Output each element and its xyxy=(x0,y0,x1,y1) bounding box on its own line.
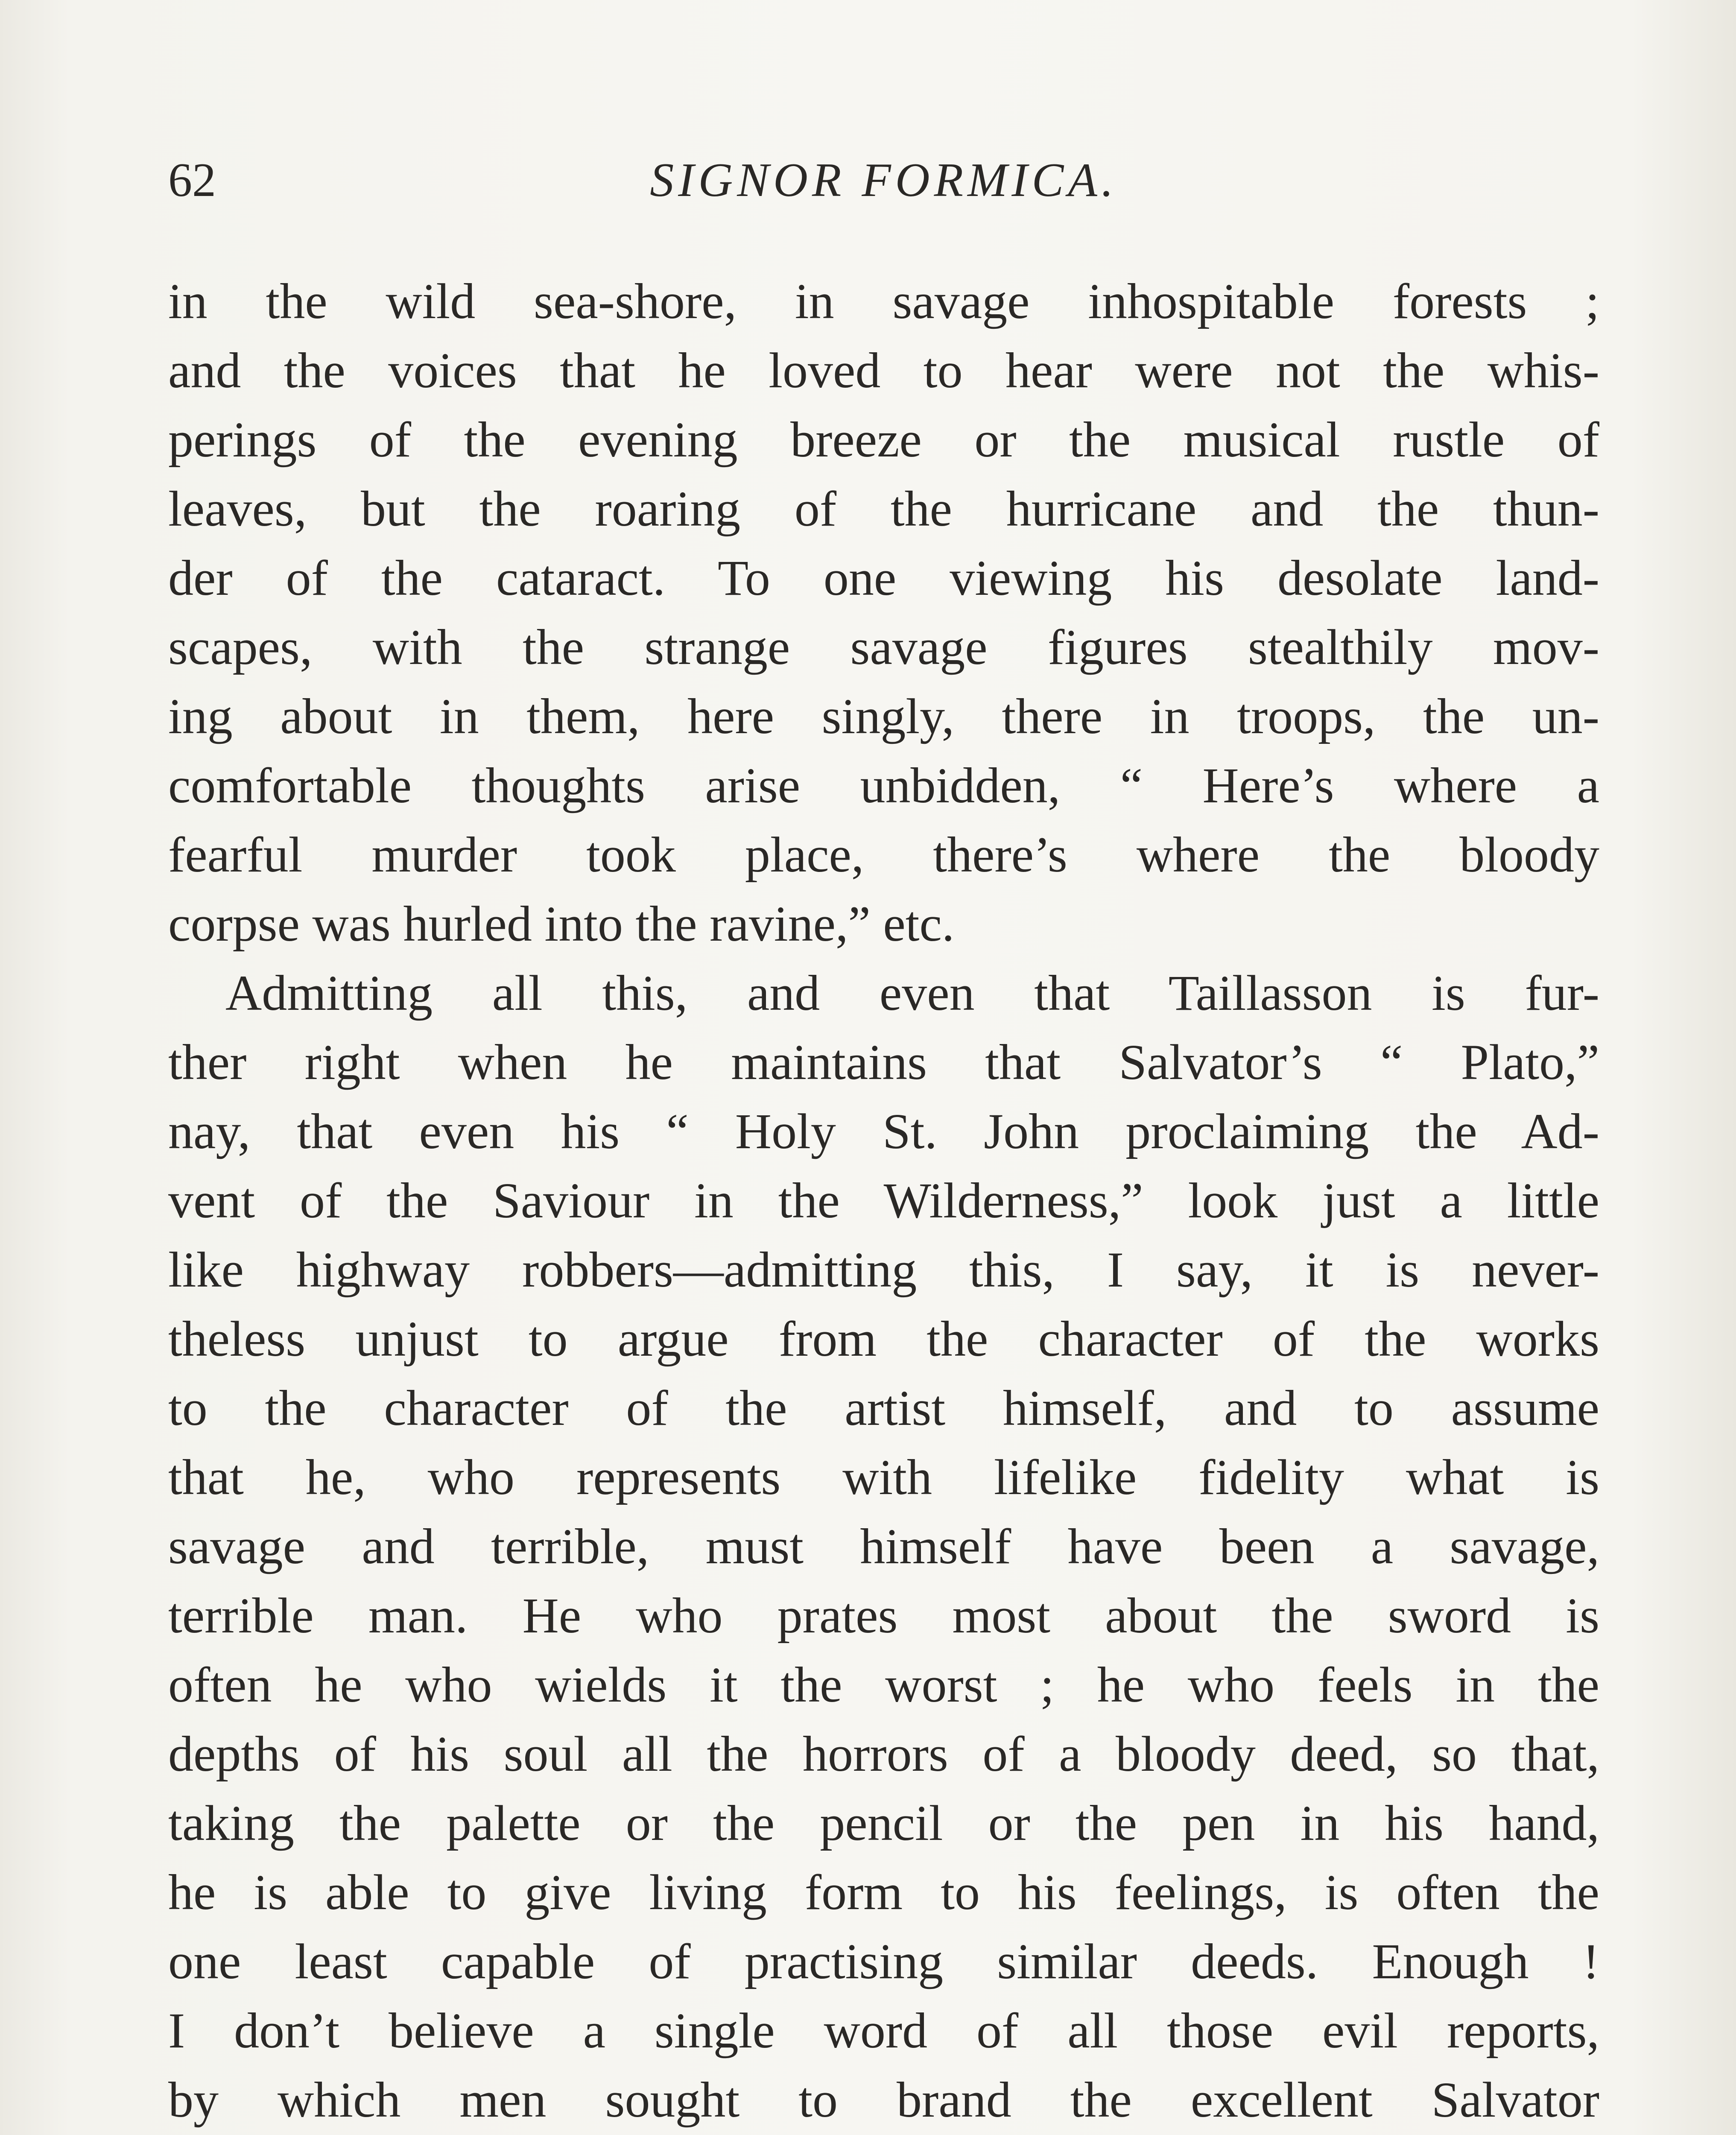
text-line: fearful murder took place, there’s where the bloody xyxy=(168,827,1599,883)
text-line: perings of the evening breeze or the musical rustle of xyxy=(168,412,1599,468)
body-text xyxy=(168,267,1599,2135)
text-line: he is able to give living form to his feelings, is often the xyxy=(168,1864,1599,1920)
text-line: like highway robbers—admitting this, I say, it is never- xyxy=(168,1242,1599,1298)
text-line: that he, who represents with lifelike fidelity what is xyxy=(168,1449,1599,1505)
text-line: der of the cataract. To one viewing his desolate land- xyxy=(168,550,1599,606)
text-line: ing about in them, here singly, there in troops, the un- xyxy=(168,688,1599,744)
text-line: leaves, but the roaring of the hurricane and the thun- xyxy=(168,481,1599,537)
text-line: nay, that even his “ Holy St. John proclaiming the Ad- xyxy=(168,1103,1599,1159)
text-line: theless unjust to argue from the character of the works xyxy=(168,1311,1599,1367)
text-line: depths of his soul all the horrors of a bloody deed, so that, xyxy=(168,1726,1599,1782)
text-line: I don’t believe a single word of all those evil reports, xyxy=(168,2003,1599,2059)
page-number: 62 xyxy=(168,154,216,207)
text-line: Admitting all this, and even that Taillasson is fur- xyxy=(225,965,1599,1021)
paragraph-2 xyxy=(168,959,1599,2135)
text-line: taking the palette or the pencil or the pen in his hand, xyxy=(168,1795,1599,1851)
text-line: scapes, with the strange savage figures stealthily mov- xyxy=(168,619,1599,675)
text-line: by which men sought to brand the excellent Salvator xyxy=(168,2072,1599,2128)
text-line: in the wild sea-shore, in savage inhospitable forests ; xyxy=(168,273,1599,329)
text-line: to the character of the artist himself, and to assume xyxy=(168,1380,1599,1436)
text-line: vent of the Saviour in the Wilderness,” look just a little xyxy=(168,1173,1599,1228)
running-head: SIGNOR FORMICA. xyxy=(650,154,1118,207)
text-line: and the voices that he loved to hear were not the whis- xyxy=(168,342,1599,398)
text-line: comfortable thoughts arise unbidden, “ Here’s where a xyxy=(168,757,1599,813)
text-line: ther right when he maintains that Salvator’s “ Plato,” xyxy=(168,1034,1599,1090)
page-header xyxy=(168,150,1599,210)
text-line: often he who wields it the worst ; he who feels in the xyxy=(168,1657,1599,1713)
text-line: one least capable of practising similar deeds. Enough ! xyxy=(168,1933,1599,1989)
text-line: terrible man. He who prates most about the sword is xyxy=(168,1588,1599,1644)
text-line: corpse was hurled into the ravine,” etc. xyxy=(168,896,955,952)
text-line: savage and terrible, must himself have been a savage, xyxy=(168,1518,1599,1574)
paragraph-1 xyxy=(168,267,1599,959)
